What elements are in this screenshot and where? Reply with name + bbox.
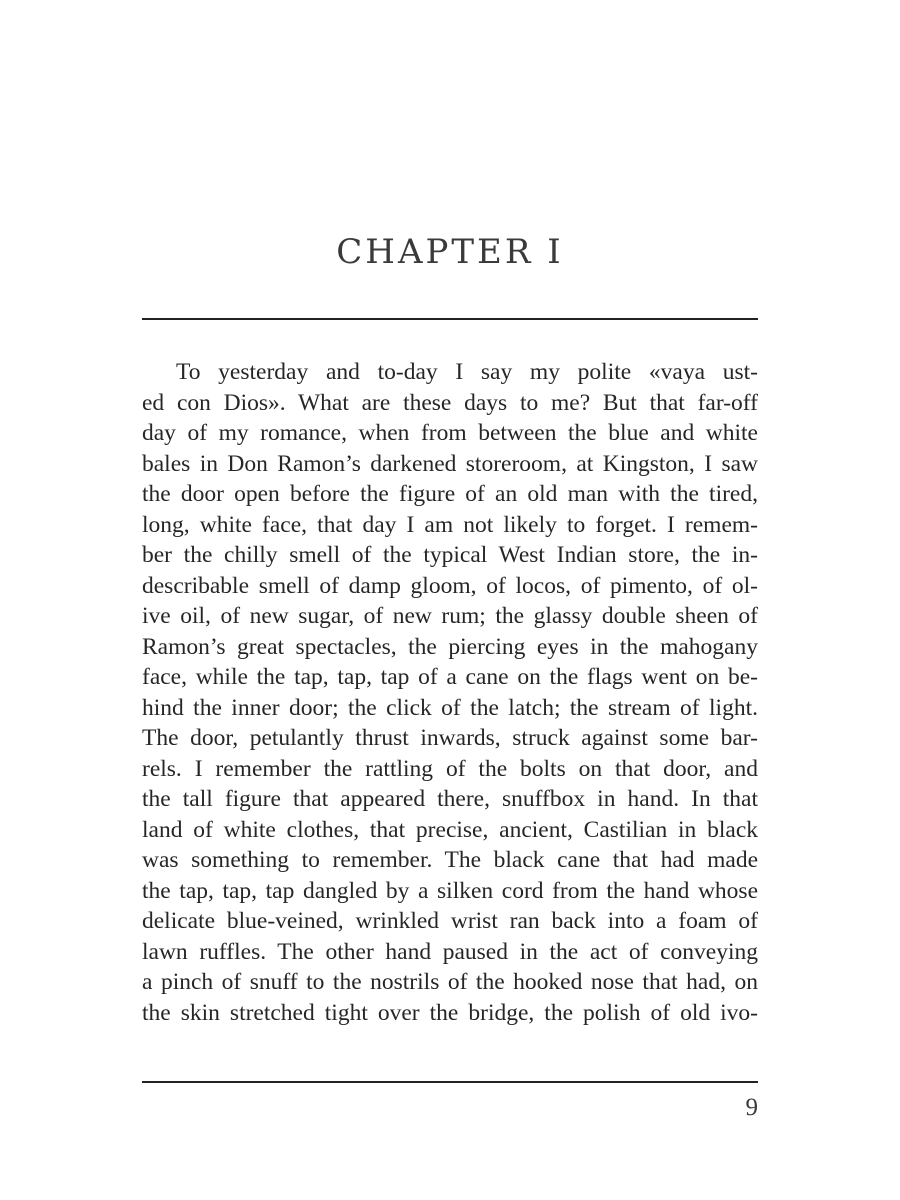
text-line: The door, petulantly thrust inwards, struck against some bar- [142,725,758,751]
footer-rule [142,1081,758,1083]
text-line: was something to remember. The black cane that had made [142,847,758,873]
text-line: To yesterday and to-day I say my polite «vaya ust- [176,359,758,385]
text-line: ber the chilly smell of the typical West Indian store, the in- [142,542,758,568]
text-line: bales in Don Ramon’s darkened storeroom, at Kingston, I saw [142,450,758,477]
text-line: hind the inner door; the click of the latch; the stream of light. [142,694,758,721]
text-line: ed con Dios». What are these days to me? But that far-off [142,389,758,416]
text-line: land of white clothes, that precise, ancient, Castilian in black [142,816,758,843]
header-rule [142,318,758,320]
text-line: lawn ruffles. The other hand paused in the act of conveying [142,938,758,965]
text-line: the tap, tap, tap dangled by a silken cord from the hand whose [142,877,758,904]
page-number: 9 [745,1094,758,1121]
text-line: a pinch of snuff to the nostrils of the hooked nose that had, on [142,969,758,995]
body-paragraph [142,357,758,1028]
text-line: delicate blue-veined, wrinkled wrist ran back into a foam of [142,908,758,934]
text-line: Ramon’s great spectacles, the piercing eyes in the mahogany [142,633,758,660]
chapter-title: CHAPTER I [336,232,564,272]
text-line: the tall figure that appeared there, snuffbox in hand. In that [142,786,758,812]
text-line: ive oil, of new sugar, of new rum; the glassy double sheen of [142,603,758,629]
text-line: the door open before the figure of an old man with the tired, [142,481,758,507]
text-line: describable smell of damp gloom, of locos, of pimento, of ol- [142,572,758,599]
text-line: long, white face, that day I am not likely to forget. I remem- [142,511,758,538]
text-line: day of my romance, when from between the blue and white [142,420,758,446]
text-line: the skin stretched tight over the bridge, the polish of old ivo- [142,999,758,1026]
text-line: face, while the tap, tap, tap of a cane on the flags went on be- [142,664,758,690]
text-line: rels. I remember the rattling of the bolts on that door, and [142,755,758,782]
